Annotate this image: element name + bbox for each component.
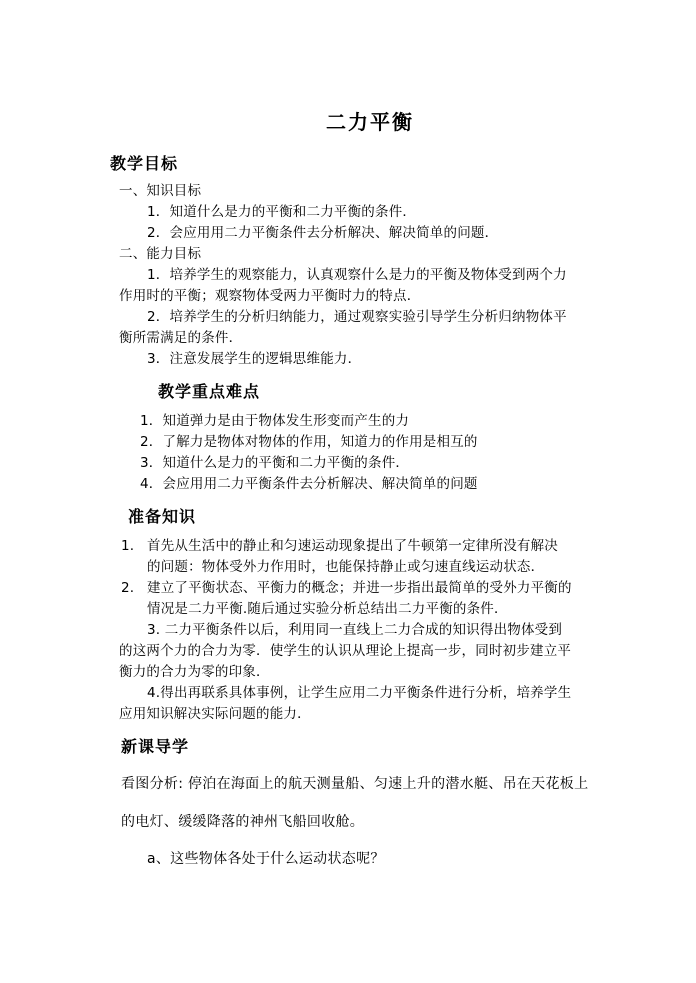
ability-item: 3．注意发展学生的逻辑思维能力． <box>147 351 362 367</box>
key-point-item: 3．知道什么是力的平衡和二力平衡的条件． <box>140 455 410 471</box>
knowledge-item: 1．知道什么是力的平衡和二力平衡的条件． <box>147 204 417 220</box>
list-item-text: 建立了平衡状态、平衡力的概念；并进一步指出最简单的受外力平衡的 <box>147 580 572 596</box>
section-heading-preparation: 准备知识 <box>128 507 197 526</box>
ability-item-continued: 衡所需满足的条件． <box>119 330 243 346</box>
paragraph-line: 的电灯、缓缓降落的神州飞船回收舱。 <box>121 814 365 830</box>
page-title: 二力平衡 <box>326 110 414 134</box>
ability-item: 2．培养学生的分析归纳能力，通过观察实验引导学生分析归纳物体平 <box>147 309 567 325</box>
key-point-item: 4．会应用用二力平衡条件去分析解决、解决简单的问题 <box>140 476 478 492</box>
paragraph-line: 4.得出再联系具体事例，让学生应用二力平衡条件进行分析，培养学生 <box>147 685 572 701</box>
list-item-text: 首先从生活中的静止和匀速运动现象提出了牛顿第一定律所没有解决 <box>147 538 558 554</box>
ability-goals-label: 二、能力目标 <box>119 246 202 262</box>
paragraph-line: 3. 二力平衡条件以后，利用同一直线上二力合成的知识得出物体受到 <box>147 622 563 638</box>
paragraph-line: 衡力的合力为零的印象． <box>119 664 270 680</box>
list-number: 2. <box>121 580 135 596</box>
section-heading-goals: 教学目标 <box>110 154 179 173</box>
paragraph-line: 应用知识解决实际问题的能力． <box>119 706 311 722</box>
question-text: a、这些物体各处于什么运动状态呢？ <box>147 851 385 867</box>
list-item-text: 的问题：物体受外力作用时，也能保持静止或匀速直线运动状态． <box>147 559 545 575</box>
ability-item-continued: 作用时的平衡；观察物体受两力平衡时力的特点． <box>119 288 421 304</box>
section-heading-key-points: 教学重点难点 <box>158 382 261 401</box>
section-heading-new-lesson: 新课导学 <box>121 737 190 756</box>
ability-item: 1．培养学生的观察能力，认真观察什么是力的平衡及物体受到两个力 <box>147 267 567 283</box>
list-number: 1. <box>121 538 135 554</box>
key-point-item: 1．知道弹力是由于物体发生形变而产生的力 <box>140 413 410 429</box>
knowledge-goals-label: 一、知识目标 <box>119 183 202 199</box>
paragraph-line: 的这两个力的合力为零．使学生的认识从理论上提高一步，同时初步建立平 <box>119 643 572 659</box>
paragraph-line: 看图分析: 停泊在海面上的航天测量船、匀速上升的潜水艇、吊在天花板上 <box>121 776 589 792</box>
key-point-item: 2．了解力是物体对物体的作用，知道力的作用是相互的 <box>140 434 478 450</box>
list-item-text: 情况是二力平衡.随后通过实验分析总结出二力平衡的条件． <box>147 601 508 617</box>
knowledge-item: 2．会应用用二力平衡条件去分析解决、解决简单的问题． <box>147 225 499 241</box>
